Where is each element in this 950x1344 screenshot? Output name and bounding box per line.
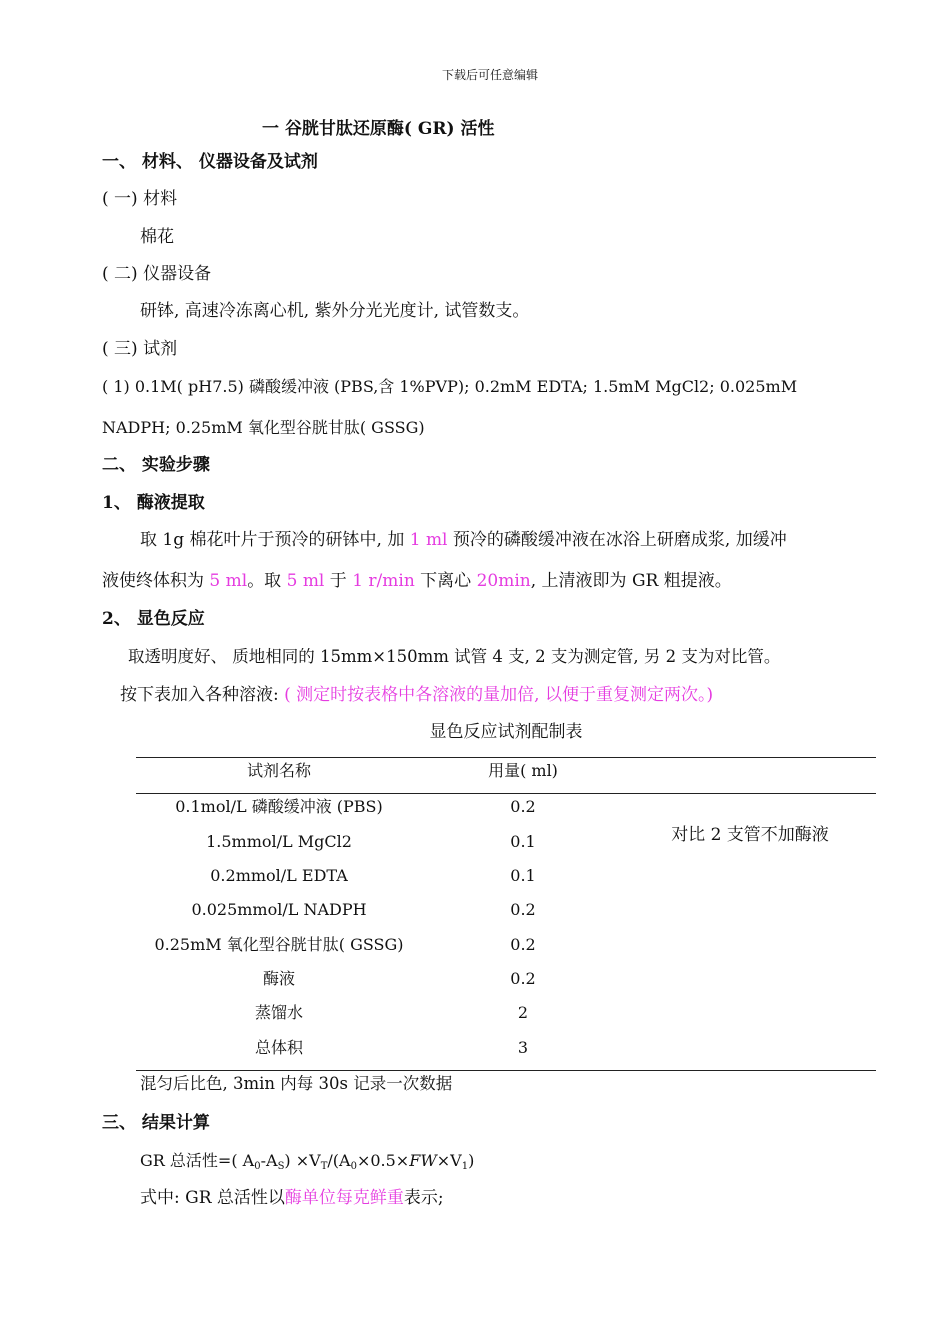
table-caption: 显色反应试剂配制表: [429, 722, 583, 742]
step2-paragraph-line2: [120, 684, 713, 706]
section2-heading: 二、 实验步骤: [102, 455, 210, 475]
highlight-time: 20min: [476, 571, 531, 591]
formula-subscript: T: [320, 1161, 328, 1172]
highlight-volume: 1 ml: [409, 530, 448, 550]
text-run: 表示;: [403, 1188, 444, 1208]
table-header-amount: 用量( ml): [488, 761, 558, 780]
sub1-heading: ( 一) 材料: [102, 189, 178, 209]
formula-part: -A: [260, 1151, 278, 1170]
step1-heading: 1、 酶液提取: [102, 493, 205, 513]
reagent-amount: 0.2: [510, 797, 536, 816]
formula-part: ×V: [436, 1151, 462, 1170]
table-header-rule: [136, 793, 876, 794]
highlight-unit: 酶单位每克鲜重: [284, 1188, 404, 1208]
section3-heading: 三、 结果计算: [102, 1113, 210, 1133]
highlight-note: ( 测定时按表格中各溶液的量加倍, 以便于重复测定两次。): [284, 685, 714, 705]
page-header: 下载后可任意编辑: [441, 68, 538, 82]
highlight-volume: 5 ml: [286, 571, 325, 591]
table-header-name: 试剂名称: [246, 761, 311, 780]
reagent-name: 0.2mmol/L EDTA: [210, 866, 348, 885]
highlight-final-volume: 5 ml: [209, 571, 248, 591]
reagents-line1: ( 1) 0.1M( pH7.5) 磷酸缓冲液 (PBS,含 1%PVP); 0.2mM EDTA; 1.5mM MgCl2; 0.025mM: [102, 377, 798, 396]
text-run: 取 1g 棉花叶片于预冷的研钵中, 加: [140, 530, 410, 550]
reagent-amount: 0.2: [510, 900, 536, 919]
reagent-amount: 0.1: [510, 832, 536, 851]
formula-part: ) ×V: [284, 1151, 321, 1170]
reagent-name: 总体积: [254, 1038, 303, 1057]
formula-fresh-weight: FW: [409, 1151, 437, 1170]
sub2-text: 研钵, 高速冷冻离心机, 紫外分光光度计, 试管数支。: [140, 301, 530, 321]
formula-part: /(A: [327, 1151, 351, 1170]
step2-heading: 2、 显色反应: [102, 609, 205, 629]
reagent-name: 1.5mmol/L MgCl2: [206, 832, 352, 851]
text-run: 于: [324, 571, 353, 591]
highlight-speed: 1 r/min: [352, 571, 415, 591]
step2-paragraph-line1: 取透明度好、 质地相同的 15mm×150mm 试管 4 支, 2 支为测定管, 另 2 支为对比管。: [128, 647, 781, 666]
reagents-line2: NADPH; 0.25mM 氧化型谷胱甘肽( GSSG): [102, 418, 425, 437]
document-title: 一 谷胱甘肽还原酶( GR) 活性: [262, 119, 495, 139]
reagent-name: 0.025mmol/L NADPH: [191, 900, 367, 919]
table-note: 对比 2 支管不加酶液: [671, 825, 829, 845]
reagent-name: 蒸馏水: [254, 1003, 303, 1022]
reagent-amount: 0.2: [510, 969, 536, 988]
reagent-name: 0.25mM 氧化型谷胱甘肽( GSSG): [154, 935, 404, 954]
formula-explanation: [140, 1187, 444, 1209]
sub3-heading: ( 三) 试剂: [102, 339, 178, 359]
table-top-rule: [136, 757, 876, 758]
formula-part: ): [468, 1151, 475, 1170]
text-run: 。取: [247, 571, 287, 591]
section1-heading: 一、 材料、 仪器设备及试剂: [102, 152, 318, 172]
reagent-amount: 2: [517, 1003, 529, 1022]
reagent-amount: 0.1: [510, 866, 536, 885]
reagent-amount: 0.2: [510, 935, 536, 954]
table-footer: 混匀后比色, 3min 内每 30s 记录一次数据: [140, 1074, 453, 1093]
text-run: 下离心: [414, 571, 477, 591]
formula-subscript: 0: [350, 1161, 357, 1172]
formula-subscript: 0: [254, 1161, 261, 1172]
formula-part: ×0.5×: [356, 1151, 410, 1170]
formula-subscript: 1: [461, 1161, 469, 1172]
step1-paragraph-line1: [140, 529, 787, 551]
reagent-amount: 3: [517, 1038, 529, 1057]
text-run: 式中: GR 总活性以: [140, 1188, 285, 1208]
activity-formula: [140, 1150, 474, 1172]
formula-part: GR 总活性=( A: [140, 1151, 255, 1170]
text-run: 液使终体积为: [102, 571, 210, 591]
text-run: 预冷的磷酸缓冲液在冰浴上研磨成浆, 加缓冲: [447, 530, 787, 550]
text-run: , 上清液即为 GR 粗提液。: [530, 571, 732, 591]
sub1-text: 棉花: [140, 227, 174, 247]
step1-paragraph-line2: [102, 570, 732, 592]
formula-subscript: S: [277, 1161, 285, 1172]
table-bottom-rule: [136, 1070, 876, 1071]
reagent-name: 0.1mol/L 磷酸缓冲液 (PBS): [175, 797, 383, 816]
reagent-name: 酶液: [262, 969, 295, 988]
text-run: 按下表加入各种溶液:: [120, 685, 285, 705]
sub2-heading: ( 二) 仪器设备: [102, 264, 212, 284]
